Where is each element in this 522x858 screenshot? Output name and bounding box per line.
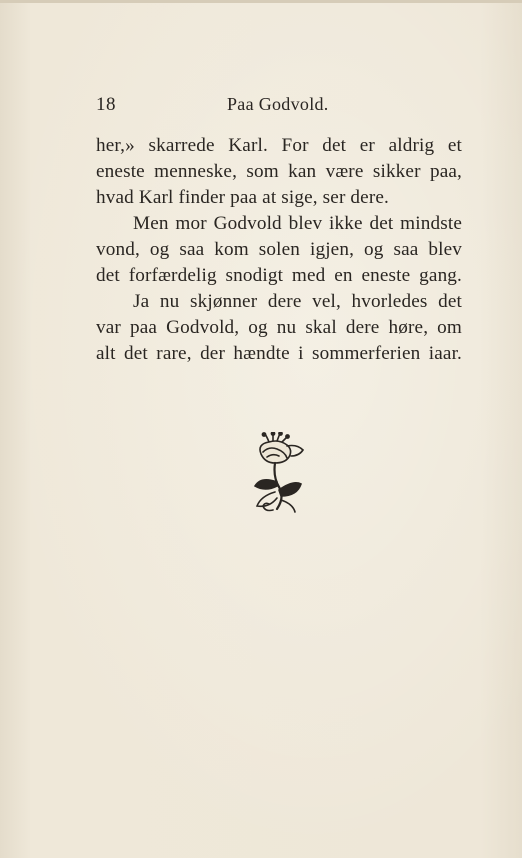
- text-line: alt det rare, der hændte i sommerferien iaar.: [96, 343, 462, 364]
- text-line: hvad Karl finder paa at sige, ser dere.: [96, 187, 389, 208]
- running-head: Paa Godvold.: [227, 94, 329, 114]
- body-text: [96, 133, 462, 367]
- text-line: eneste menneske, som kan være sikker paa,: [96, 161, 462, 182]
- text-line: her,» skarrede Karl. For det er aldrig et: [96, 135, 462, 156]
- page-number: 18: [96, 94, 116, 115]
- text-line: det forfærdelig snodigt med en eneste gang.: [96, 265, 462, 286]
- text-line: Ja nu skjønner dere vel, hvorledes det: [133, 291, 462, 312]
- page-edge: [0, 0, 522, 3]
- text-line: var paa Godvold, og nu skal dere høre, om: [96, 317, 462, 338]
- page-header: [96, 94, 462, 118]
- text-line: vond, og saa kom solen igjen, og saa blev: [96, 239, 462, 260]
- floral-tailpiece-icon: [247, 432, 311, 516]
- text-line: Men mor Godvold blev ikke det mindste: [133, 213, 462, 234]
